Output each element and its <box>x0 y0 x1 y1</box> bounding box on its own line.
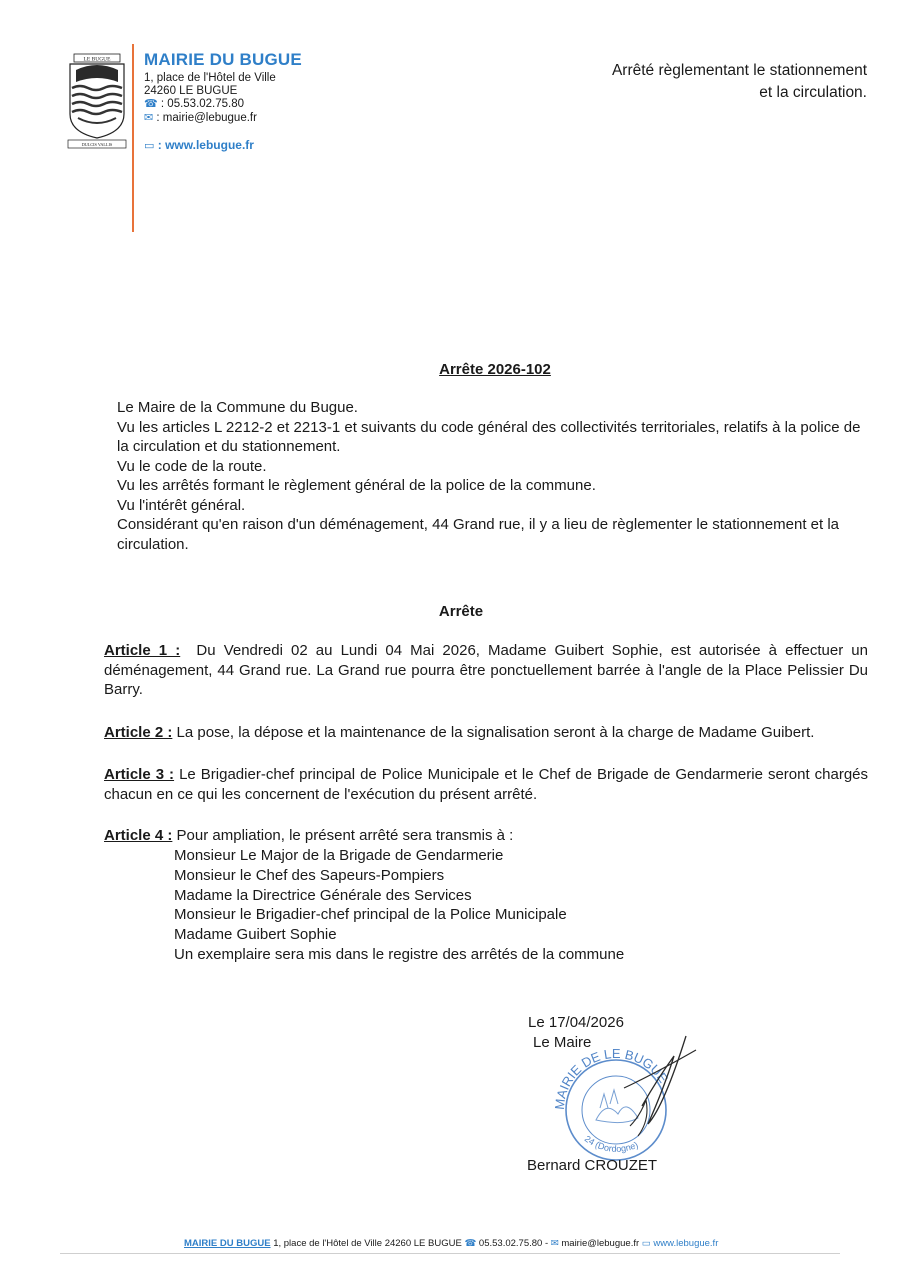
phone-line <box>144 97 244 111</box>
subject-line-2: et la circulation. <box>759 84 867 101</box>
phone-icon: ☎ <box>464 1238 477 1249</box>
address-line-2: 24260 LE BUGUE <box>144 85 238 97</box>
mayor-name: Bernard CROUZET <box>527 1157 658 1174</box>
article-text: Le Brigadier-chef principal de Police Municipale et le Chef de Brigade de Gendarmerie seront chargés chacun en ce qui les concernent de l'exécution du présent arrêté. <box>104 766 869 803</box>
article-label: Article 3 : <box>104 766 175 783</box>
phone-number: : 05.53.02.75.80 <box>160 98 245 110</box>
footer-address: 1, place de l'Hôtel de Ville 24260 LE BUGUE <box>273 1238 462 1249</box>
phone-icon: ☎ <box>144 98 158 110</box>
header-divider <box>132 44 134 232</box>
mail-icon: ✉ <box>550 1238 559 1249</box>
computer-icon: ▭ <box>641 1238 651 1249</box>
article-text: Pour ampliation, le présent arrêté sera transmis à : <box>176 827 514 844</box>
arrete-heading: Arrête <box>438 603 484 620</box>
subject-line-1: Arrêté règlementant le stationnement <box>611 62 867 79</box>
document-subject <box>547 60 867 104</box>
website-line <box>144 138 254 152</box>
svg-text:LE BUGUE: LE BUGUE <box>83 56 111 63</box>
footer-rule <box>60 1253 840 1254</box>
email-address[interactable]: : mairie@lebugue.fr <box>156 112 257 124</box>
decree-number: Arrête 2026-102 <box>439 361 551 378</box>
address-line-1: 1, place de l'Hôtel de Ville <box>144 72 276 84</box>
preamble-line: Considérant qu'en raison d'un déménagement, 44 Grand rue, il y a lieu de règlementer le stationnement et la circulation. <box>117 516 839 553</box>
recipient-item: Un exemplaire sera mis dans le registre des arrêtés de la commune <box>174 945 625 963</box>
mail-icon: ✉ <box>144 112 154 124</box>
preamble-line: Vu les arrêtés formant le règlement général de la police de la commune. <box>117 477 596 494</box>
svg-text:MAIRIE DE LE BUGUE: MAIRIE DE LE BUGUE <box>551 1045 672 1111</box>
preamble-line: Vu l'intérêt général. <box>117 496 246 514</box>
recipient-item: Madame la Directrice Générale des Services <box>174 886 472 904</box>
article-4 <box>104 826 868 846</box>
article-text: La pose, la dépose et la maintenance de la signalisation seront à la charge de Madame Guibert. <box>176 724 815 741</box>
official-stamp <box>546 1028 706 1164</box>
recipient-item: Monsieur Le Major de la Brigade de Gendarmerie <box>174 847 504 864</box>
commune-logo <box>64 52 130 152</box>
recipient-item: Madame Guibert Sophie <box>174 926 337 944</box>
preamble-line: Vu les articles L 2212-2 et 2213-1 et suivants du code général des collectivités territoriales, relatifs à la police de la circulation et du stationnement. <box>117 418 861 455</box>
svg-text:DULCIS VALLIS: DULCIS VALLIS <box>81 142 113 147</box>
article-label: Article 2 : <box>104 724 173 741</box>
article-2 <box>104 723 868 743</box>
footer <box>184 1238 718 1249</box>
mairie-name: MAIRIE DU BUGUE <box>144 50 302 69</box>
article-text: Du Vendredi 02 au Lundi 04 Mai 2026, Madame Guibert Sophie, est autorisée à effectuer un déménagement, 44 Grand rue. La Grand rue pourra être ponctuellement barrée à l'angle de la Place Pelissier Du Barry. <box>104 642 868 698</box>
footer-website[interactable]: www.lebugue.fr <box>653 1238 719 1249</box>
footer-phone: 05.53.02.75.80 - <box>478 1238 549 1249</box>
footer-mairie-name: MAIRIE DU BUGUE <box>184 1238 271 1249</box>
article-3 <box>104 765 868 804</box>
recipient-item: Monsieur le Chef des Sapeurs-Pompiers <box>174 866 445 884</box>
recipient-item: Monsieur le Brigadier-chef principal de la Police Municipale <box>174 906 567 924</box>
computer-icon: ▭ <box>144 140 155 152</box>
preamble <box>117 398 873 554</box>
email-line <box>144 111 257 125</box>
signature-date: Le 17/04/2026 <box>528 1014 624 1031</box>
svg-text:24 (Dordogne): 24 (Dordogne) <box>582 1133 640 1154</box>
article-label: Article 4 : <box>104 827 173 844</box>
preamble-line: Le Maire de la Commune du Bugue. <box>117 399 358 416</box>
signature-role: Le Maire <box>533 1034 592 1051</box>
recipient-list <box>174 846 624 965</box>
footer-email[interactable]: mairie@lebugue.fr <box>561 1238 640 1249</box>
website-link[interactable]: : www.lebugue.fr <box>157 138 254 152</box>
article-label: Article 1 : <box>104 642 181 659</box>
article-1 <box>104 641 868 700</box>
preamble-line: Vu le code de la route. <box>117 457 267 475</box>
